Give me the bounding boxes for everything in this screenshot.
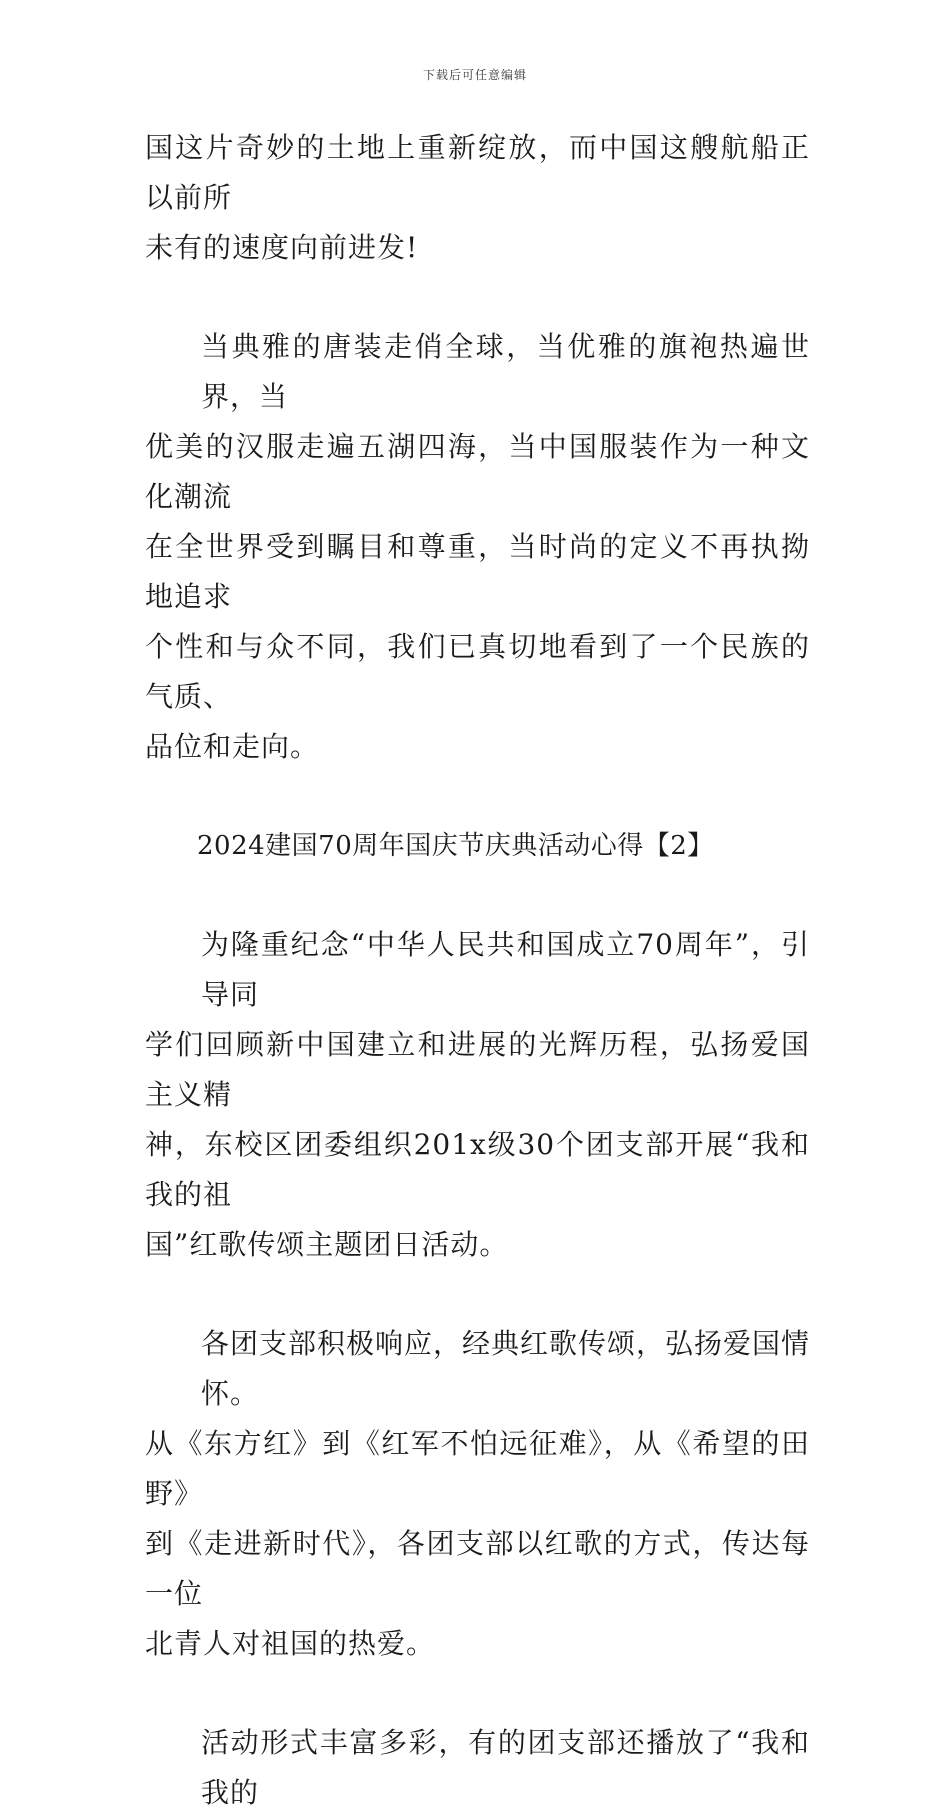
paragraph-line: 北青人对祖国的热爱。 bbox=[145, 1627, 436, 1660]
paragraph-3 bbox=[145, 920, 810, 1270]
paragraph-4 bbox=[145, 1319, 810, 1669]
document-body bbox=[145, 123, 810, 1818]
paragraph-line: 国这片奇妙的土地上重新绽放，而中国这艘航船正以前所 bbox=[145, 131, 810, 214]
paragraph-line: 优美的汉服走遍五湖四海，当中国服装作为一种文化潮流 bbox=[145, 430, 810, 513]
section-heading: 2024建国70周年国庆节庆典活动心得【2】 bbox=[197, 831, 714, 861]
paragraph-5 bbox=[145, 1718, 810, 1818]
paragraph-line: 当典雅的唐装走俏全球，当优雅的旗袍热遍世界，当 bbox=[201, 330, 810, 413]
paragraph-line: 活动形式丰富多彩，有的团支部还播放了“我和我的 bbox=[201, 1726, 810, 1809]
paragraph-1 bbox=[145, 123, 810, 273]
header-note: 下载后可任意编辑 bbox=[422, 68, 527, 82]
paragraph-line: 个性和与众不同，我们已真切地看到了一个民族的气质、 bbox=[145, 630, 810, 713]
paragraph-line: 国”红歌传颂主题团日活动。 bbox=[145, 1228, 509, 1261]
paragraph-line: 为隆重纪念“中华人民共和国成立70周年”，引导同 bbox=[201, 928, 810, 1011]
paragraph-line: 到《走进新时代》，各团支部以红歌的方式，传达每一位 bbox=[145, 1527, 810, 1610]
paragraph-line: 各团支部积极响应，经典红歌传颂，弘扬爱国情怀。 bbox=[201, 1327, 811, 1410]
paragraph-line: 从《东方红》到《红军不怕远征难》，从《希望的田野》 bbox=[145, 1427, 810, 1510]
paragraph-line: 神，东校区团委组织201x级30个团支部开展“我和我的祖 bbox=[145, 1128, 810, 1211]
paragraph-line: 学们回顾新中国建立和进展的光辉历程，弘扬爱国主义精 bbox=[145, 1028, 810, 1111]
paragraph-line: 在全世界受到瞩目和尊重，当时尚的定义不再执拗地追求 bbox=[145, 530, 810, 613]
paragraph-line: 未有的速度向前进发! bbox=[145, 231, 419, 264]
paragraph-2 bbox=[145, 322, 810, 772]
paragraph-line: 品位和走向。 bbox=[145, 730, 320, 763]
